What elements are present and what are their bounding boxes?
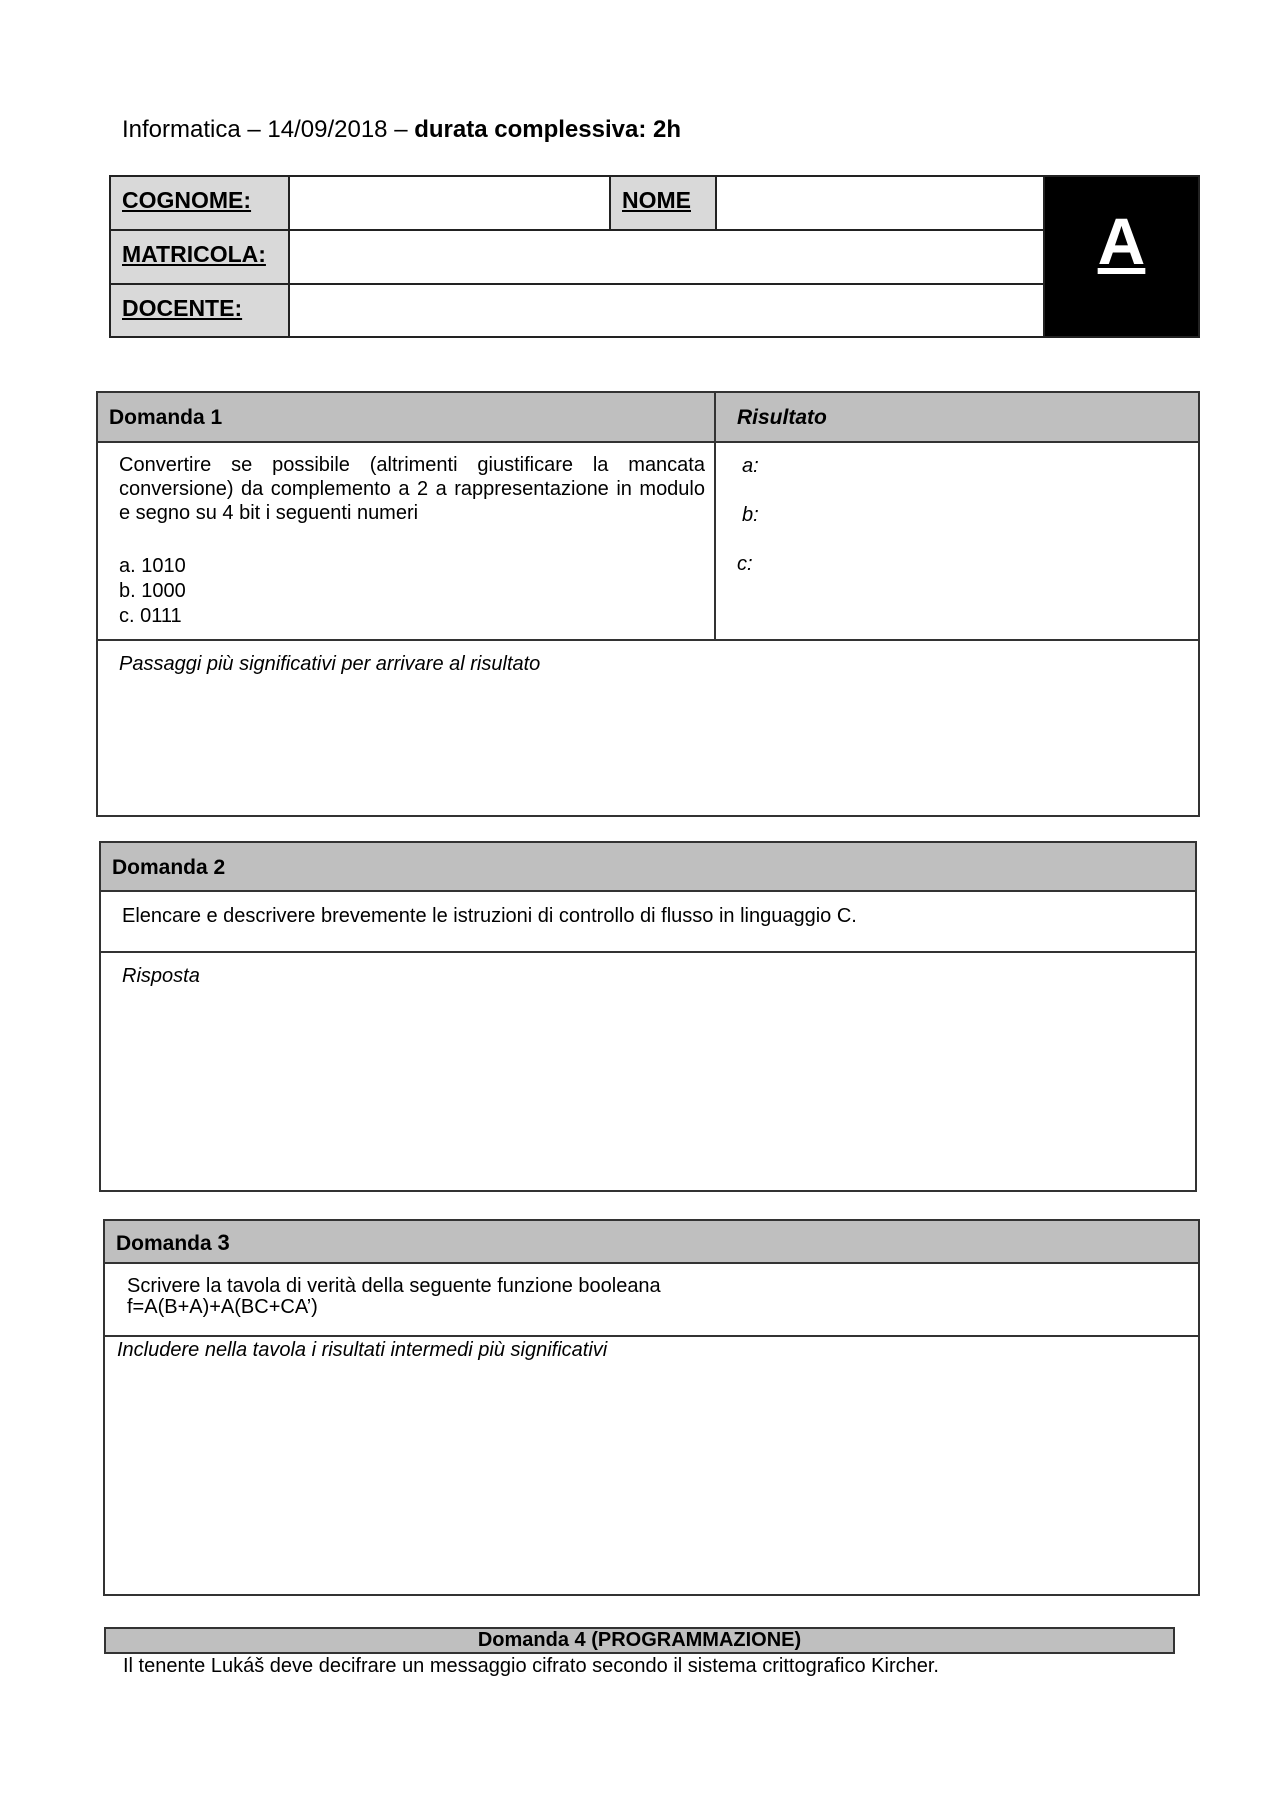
docente-label: DOCENTE: bbox=[109, 283, 290, 338]
question-1-header bbox=[98, 393, 1198, 443]
question-1-item-c: c. 0111 bbox=[119, 605, 182, 627]
student-identity-block bbox=[109, 175, 1200, 338]
question-3-header bbox=[105, 1221, 1198, 1264]
question-2-text: Elencare e descrivere brevemente le istruzioni di controllo di flusso in linguaggio C. bbox=[122, 905, 857, 927]
answer-b-label: b: bbox=[742, 504, 759, 526]
row-divider bbox=[98, 639, 1198, 641]
title-dash-1: – bbox=[247, 116, 268, 143]
answer-c-label: c: bbox=[737, 553, 753, 575]
question-1-item-b: b. 1000 bbox=[119, 580, 186, 602]
question-1-title: Domanda 1 bbox=[109, 406, 223, 429]
column-divider bbox=[714, 393, 716, 641]
question-3-text-line-1: Scrivere la tavola di verità della seguente funzione booleana bbox=[127, 1275, 661, 1297]
question-2-header bbox=[101, 843, 1195, 892]
nome-field[interactable] bbox=[715, 175, 1045, 231]
cognome-field[interactable] bbox=[288, 175, 611, 231]
docente-field[interactable] bbox=[288, 283, 1045, 338]
steps-label: Passaggi più significativi per arrivare al risultato bbox=[119, 653, 541, 675]
exam-date: 14/09/2018 bbox=[267, 116, 388, 143]
result-column-title: Risultato bbox=[737, 406, 827, 429]
cognome-label: COGNOME: bbox=[109, 175, 290, 231]
exam-duration: durata complessiva: 2h bbox=[414, 116, 681, 143]
question-3-title: Domanda 3 bbox=[116, 1230, 230, 1255]
title-dash-2: – bbox=[394, 116, 415, 143]
nome-label: NOME bbox=[609, 175, 717, 231]
question-2-box bbox=[99, 841, 1197, 1192]
question-2-title: Domanda 2 bbox=[112, 856, 226, 879]
question-4-text: Il tenente Lukáš deve decifrare un messaggio cifrato secondo il sistema crittografico Kircher. bbox=[123, 1655, 939, 1677]
exam-version-badge: A bbox=[1043, 175, 1200, 338]
answer-a-label: a: bbox=[742, 455, 759, 477]
question-2-answer-label: Risposta bbox=[122, 965, 200, 987]
matricola-field[interactable] bbox=[288, 229, 1045, 285]
question-1-box bbox=[96, 391, 1200, 817]
question-1-text: Convertire se possibile (altrimenti giustificare la mancata conversione) da complemento a 2 a rappresentazione in modulo e segno su 4 bit i seguenti numeri bbox=[119, 454, 705, 524]
question-2-divider bbox=[101, 951, 1195, 953]
matricola-label: MATRICOLA: bbox=[109, 229, 290, 285]
question-3-divider bbox=[105, 1335, 1198, 1337]
question-3-box bbox=[103, 1219, 1200, 1596]
subject: Informatica bbox=[122, 116, 241, 143]
question-4-header: Domanda 4 (PROGRAMMAZIONE) bbox=[104, 1627, 1175, 1654]
question-3-formula: f=A(B+A)+A(BC+CA’) bbox=[127, 1296, 318, 1318]
question-3-note: Includere nella tavola i risultati intermedi più significativi bbox=[117, 1339, 608, 1361]
page-title bbox=[122, 116, 681, 144]
question-1-item-a: a. 1010 bbox=[119, 555, 186, 577]
